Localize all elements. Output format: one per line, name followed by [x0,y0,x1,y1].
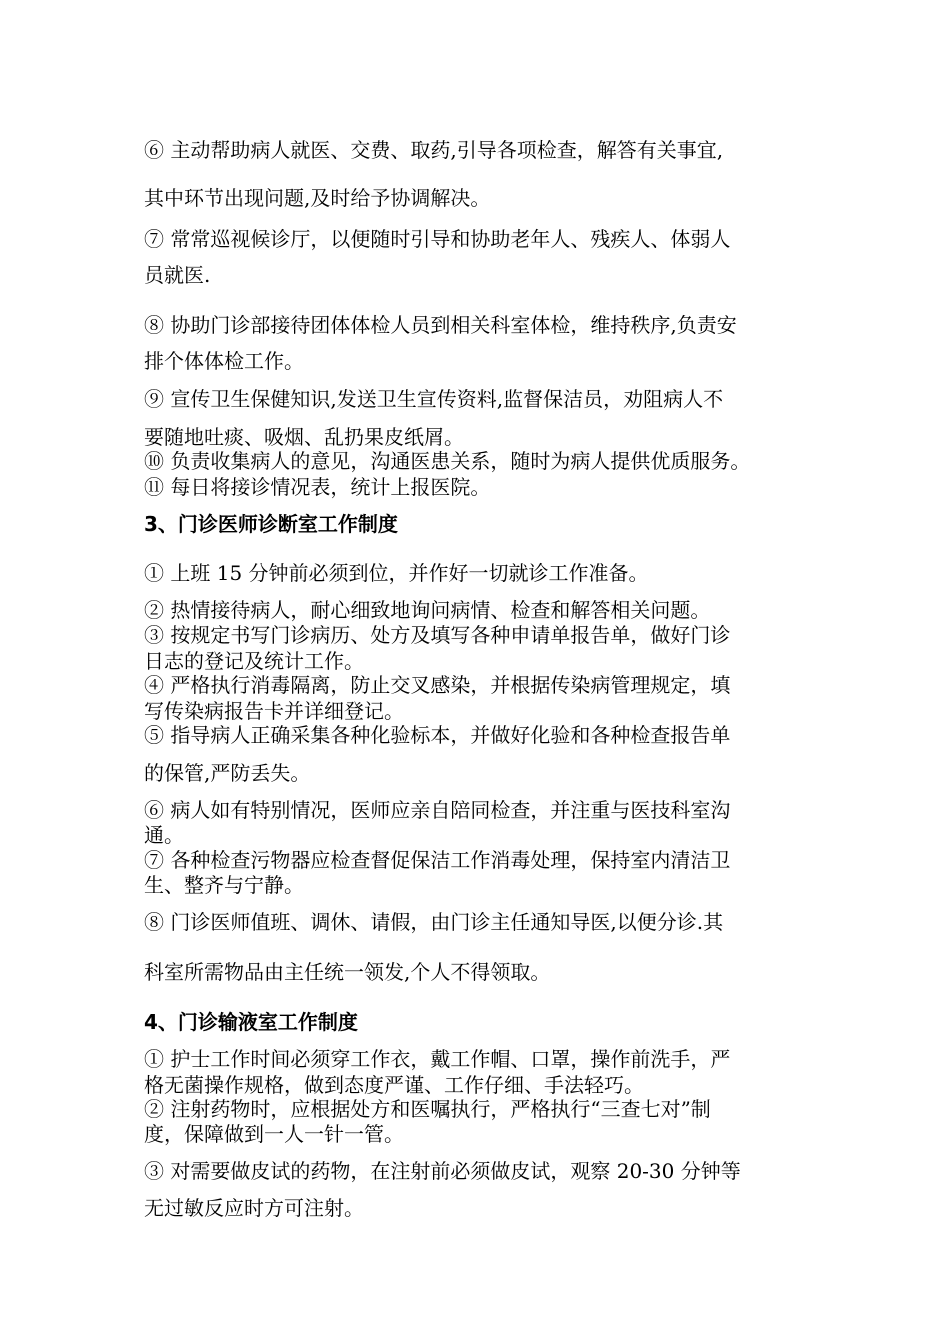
paragraph-line: ③ 按规定书写门诊病历、处方及填写各种申请单报告单，做好门诊 [144,623,731,647]
paragraph-line: ② 注射药物时，应根据处方和医嘱执行，严格执行“三查七对”制 [144,1097,711,1121]
paragraph-line: ④ 严格执行消毒隔离，防止交叉感染，并根据传染病管理规定，填 [144,673,731,697]
paragraph-line: 写传染病报告卡并详细登记。 [144,699,404,723]
paragraph-line: 度，保障做到一人一针一管。 [144,1122,404,1146]
paragraph-line: 其中环节出现问题,及时给予协调解决。 [144,186,491,210]
paragraph-line: 的保管,严防丢失。 [144,761,311,785]
paragraph-line: 格无菌操作规格，做到态度严谨、工作仔细、手法轻巧。 [144,1073,644,1097]
paragraph-line: 排个体体检工作。 [144,349,304,373]
paragraph-line: ① 上班 15 分钟前必须到位，并作好一切就诊工作准备。 [144,561,649,585]
paragraph-line: ② 热情接待病人，耐心细致地询问病情、检查和解答相关问题。 [144,598,711,622]
paragraph-line: 日志的登记及统计工作。 [144,649,364,673]
paragraph-line: ③ 对需要做皮试的药物，在注射前必须做皮试，观察 20-30 分钟等 [144,1159,741,1183]
paragraph-line: ⑦ 常常巡视候诊厅，以便随时引导和协助老年人、残疾人、体弱人 [144,227,731,251]
paragraph-line: 员就医. [144,263,211,287]
paragraph-line: ⑨ 宣传卫生保健知识,发送卫生宣传资料,监督保洁员，劝阻病人不 [144,387,724,411]
paragraph-line: ⑥ 病人如有特别情况，医师应亲自陪同检查，并注重与医技科室沟 [144,798,731,822]
paragraph-line: ⑧ 门诊医师值班、调休、请假，由门诊主任通知导医,以便分诊.其 [144,910,724,934]
paragraph-line: 科室所需物品由主任统一领发,个人不得领取。 [144,960,551,984]
paragraph-line: ⑪ 每日将接诊情况表，统计上报医院。 [144,475,491,499]
paragraph-line: ⑩ 负责收集病人的意见，沟通医患关系，随时为病人提供优质服务。 [144,449,751,473]
paragraph-line: ① 护士工作时间必须穿工作衣，戴工作帽、口罩，操作前洗手，严 [144,1047,731,1071]
paragraph-line: ⑦ 各种检查污物器应检查督促保洁工作消毒处理，保持室内清洁卫 [144,848,731,872]
paragraph-line: ⑧ 协助门诊部接待团体体检人员到相关科室体检，维持秩序,负责安 [144,313,737,337]
paragraph-line: 要随地吐痰、吸烟、乱扔果皮纸屑。 [144,425,464,449]
paragraph-line: ⑥ 主动帮助病人就医、交费、取药,引导各项检查，解答有关事宜, [144,138,724,162]
section-heading: 3、门诊医师诊断室工作制度 [144,512,398,536]
paragraph-line: 无过敏反应时方可注射。 [144,1196,364,1220]
paragraph-line: 通。 [144,823,184,847]
paragraph-line: 生、整齐与宁静。 [144,873,304,897]
section-heading: 4、门诊输液室工作制度 [144,1010,358,1034]
paragraph-line: ⑤ 指导病人正确采集各种化验标本，并做好化验和各种检查报告单 [144,723,731,747]
